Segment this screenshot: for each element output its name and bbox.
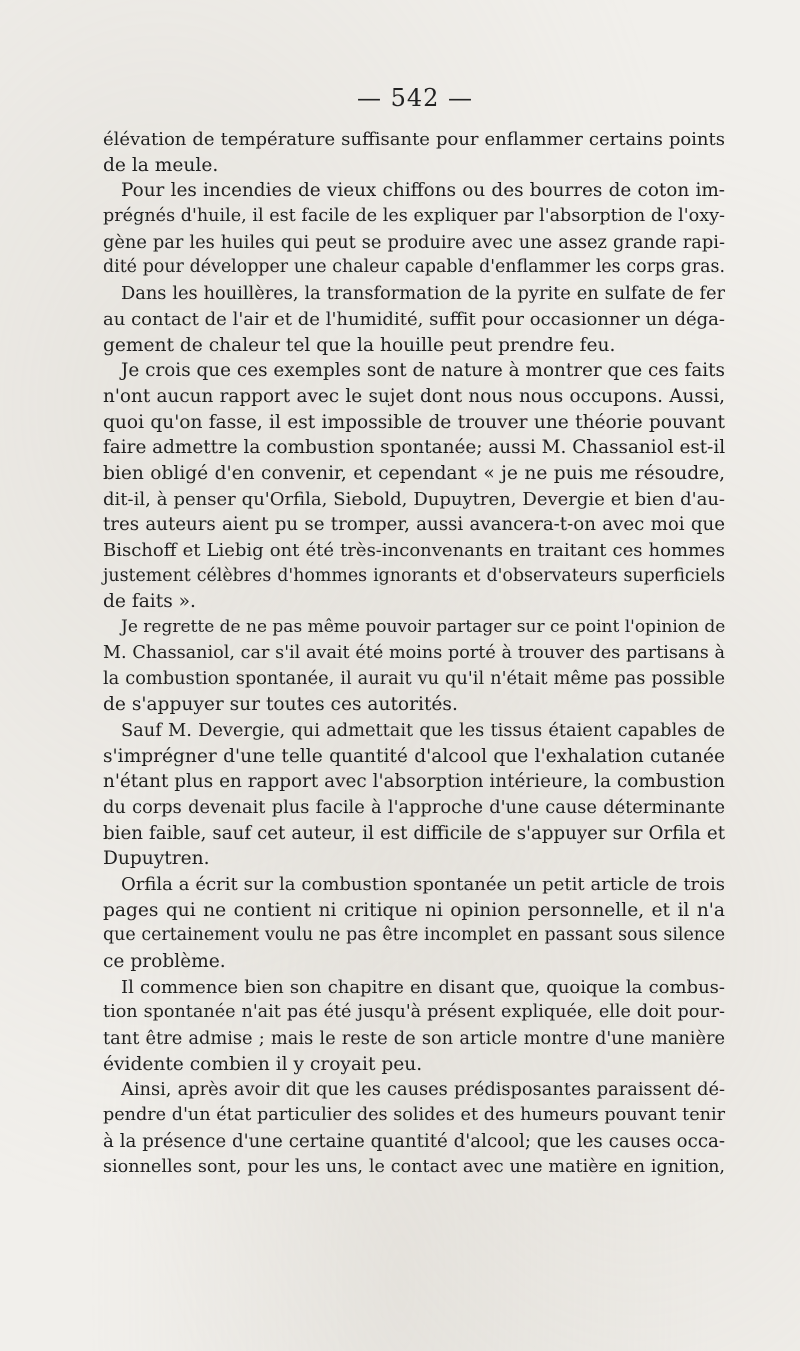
text-line: M. Chassaniol, car s'il avait été moins porté à trouver des partisans à xyxy=(103,642,725,663)
text-line: pages qui ne contient ni critique ni opinion personnelle, et il n'a xyxy=(103,899,725,921)
text-line: Dupuytren. xyxy=(103,848,210,870)
text-line: de la meule. xyxy=(103,154,219,176)
text-line: à la présence d'une certaine quantité d'alcool; que les causes occa- xyxy=(103,1130,725,1152)
text-line: tant être admise ; mais le reste de son article montre d'une manière xyxy=(103,1028,725,1050)
page-number: — 542 — xyxy=(356,84,474,112)
text-line: tion spontanée n'ait pas été jusqu'à présent expliquée, elle doit pour- xyxy=(103,1002,725,1023)
text-line: sionnelles sont, pour les uns, le contact avec une matière en ignition, xyxy=(103,1156,725,1177)
text-line: élévation de température suffisante pour enflammer certains points xyxy=(103,129,725,150)
text-line: du corps devenait plus facile à l'approche d'une cause déterminante xyxy=(103,796,725,818)
body-text xyxy=(103,127,725,1180)
text-line: dit-il, à penser qu'Orfila, Siebold, Dupuytren, Devergie et bien d'au- xyxy=(103,488,725,510)
text-line: de faits ». xyxy=(103,591,196,613)
text-line: s'imprégner d'une telle quantité d'alcool que l'exhalation cutanée xyxy=(103,745,725,767)
text-line: Dans les houillères, la transformation de la pyrite en sulfate de fer xyxy=(121,283,725,305)
text-line: prégnés d'huile, il est facile de les expliquer par l'absorption de l'oxy- xyxy=(103,206,725,227)
text-line: Je regrette de ne pas même pouvoir partager sur ce point l'opinion de xyxy=(121,617,726,638)
text-line: ce problème. xyxy=(103,951,226,972)
text-line: tres auteurs aient pu se tromper, aussi avancera-t-on avec moi que xyxy=(103,514,725,536)
text-line: Bischoff et Liebig ont été très-inconvenants en traitant ces hommes xyxy=(103,540,725,561)
text-line: gène par les huiles qui peut se produire avec une assez grande rapi- xyxy=(103,231,725,253)
text-line: bien faible, sauf cet auteur, il est difficile de s'appuyer sur Orfila et xyxy=(103,822,725,844)
text-line: la combustion spontanée, il aurait vu qu'il n'était même pas possible xyxy=(103,668,725,690)
text-line: Pour les incendies de vieux chiffons ou des bourres de coton im- xyxy=(121,180,725,202)
text-line: Ainsi, après avoir dit que les causes prédisposantes paraissent dé- xyxy=(121,1079,725,1101)
text-line: quoi qu'on fasse, il est impossible de trouver une théorie pouvant xyxy=(103,411,725,433)
text-line: Orfila a écrit sur la combustion spontanée un petit article de trois xyxy=(121,873,725,895)
text-line: de s'appuyer sur toutes ces autorités. xyxy=(103,694,458,716)
text-line: bien obligé d'en convenir, et cependant « je ne puis me résoudre, xyxy=(103,462,725,484)
text-line: au contact de l'air et de l'humidité, suffit pour occasionner un déga- xyxy=(103,308,725,330)
text-line: n'étant plus en rapport avec l'absorption intérieure, la combustion xyxy=(103,771,725,793)
text-line: Sauf M. Devergie, qui admettait que les tissus étaient capables de xyxy=(121,719,725,741)
text-line: dité pour développer une chaleur capable d'enflammer les corps gras. xyxy=(103,257,725,278)
text-line: évidente combien il y croyait peu. xyxy=(103,1053,423,1075)
text-line: gement de chaleur tel que la houille peut prendre feu. xyxy=(103,334,616,356)
text-line: Je crois que ces exemples sont de nature à montrer que ces faits xyxy=(121,360,725,382)
text-line: n'ont aucun rapport avec le sujet dont nous nous occupons. Aussi, xyxy=(103,385,725,407)
text-line: que certainement voulu ne pas être incomplet en passant sous silence xyxy=(103,925,725,946)
text-line: faire admettre la combustion spontanée; aussi M. Chassaniol est-il xyxy=(103,437,726,459)
text-line: justement célèbres d'hommes ignorants et d'observateurs superficiels xyxy=(103,565,725,586)
text-line: pendre d'un état particulier des solides et des humeurs pouvant tenir xyxy=(103,1105,725,1126)
text-line: Il commence bien son chapitre en disant que, quoique la combus- xyxy=(121,976,725,998)
